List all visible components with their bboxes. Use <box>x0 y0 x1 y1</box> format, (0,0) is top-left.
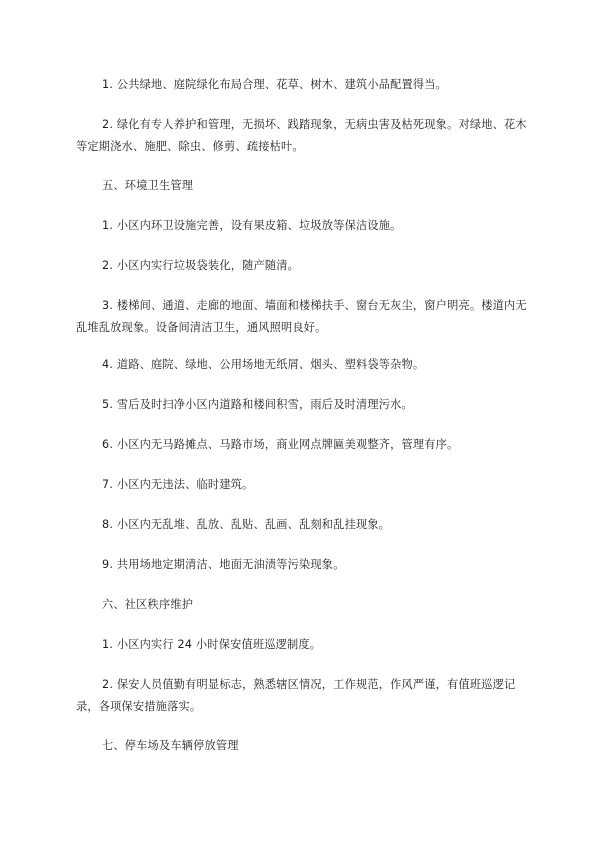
paragraph-sanitation-3: 3. 楼梯间、通道、走廊的地面、墙面和楼梯扶手、窗台无灰尘，窗户明亮。楼道内无乱堆乱放现象。设备间清洁卫生，通风照明良好。 <box>76 299 527 334</box>
paragraph-sanitation-5: 5. 雪后及时扫净小区内道路和楼间积雪，雨后及时清理污水。 <box>102 398 413 411</box>
section-heading-sanitation: 五、环境卫生管理 <box>102 179 194 192</box>
paragraph-sanitation-4: 4. 道路、庭院、绿地、公用场地无纸屑、烟头、塑料袋等杂物。 <box>102 358 425 371</box>
section-heading-order: 六、社区秩序维护 <box>102 598 194 611</box>
paragraph-sanitation-6: 6. 小区内无马路摊点、马路市场，商业网点牌匾美观整齐，管理有序。 <box>102 438 459 451</box>
paragraph-order-2: 2. 保安人员值勤有明显标志，熟悉辖区情况，工作规范，作风严谨，有值班巡逻记录，各项保安措施落实。 <box>76 678 516 713</box>
paragraph-greening-1: 1. 公共绿地、庭院绿化布局合理、花草、树木、建筑小品配置得当。 <box>102 78 448 91</box>
section-heading-parking: 七、停车场及车辆停放管理 <box>102 739 239 752</box>
paragraph-sanitation-1: 1. 小区内环卫设施完善，设有果皮箱、垃圾放等保洁设施。 <box>102 219 402 232</box>
paragraph-sanitation-9: 9. 共用场地定期清洁、地面无油渍等污染现象。 <box>102 558 345 571</box>
paragraph-order-1: 1. 小区内实行 24 小时保安值班巡逻制度。 <box>102 638 322 651</box>
paragraph-sanitation-2: 2. 小区内实行垃圾袋装化，随产随清。 <box>102 259 300 272</box>
paragraph-sanitation-8: 8. 小区内无乱堆、乱放、乱贴、乱画、乱刻和乱挂现象。 <box>102 518 391 531</box>
paragraph-sanitation-7: 7. 小区内无违法、临时建筑。 <box>102 478 254 491</box>
paragraph-greening-2: 2. 绿化有专人养护和管理，无损坏、践踏现象，无病虫害及枯死现象。对绿地、花木等定期浇水、施肥、除虫、修剪、疏接枯叶。 <box>76 118 527 153</box>
